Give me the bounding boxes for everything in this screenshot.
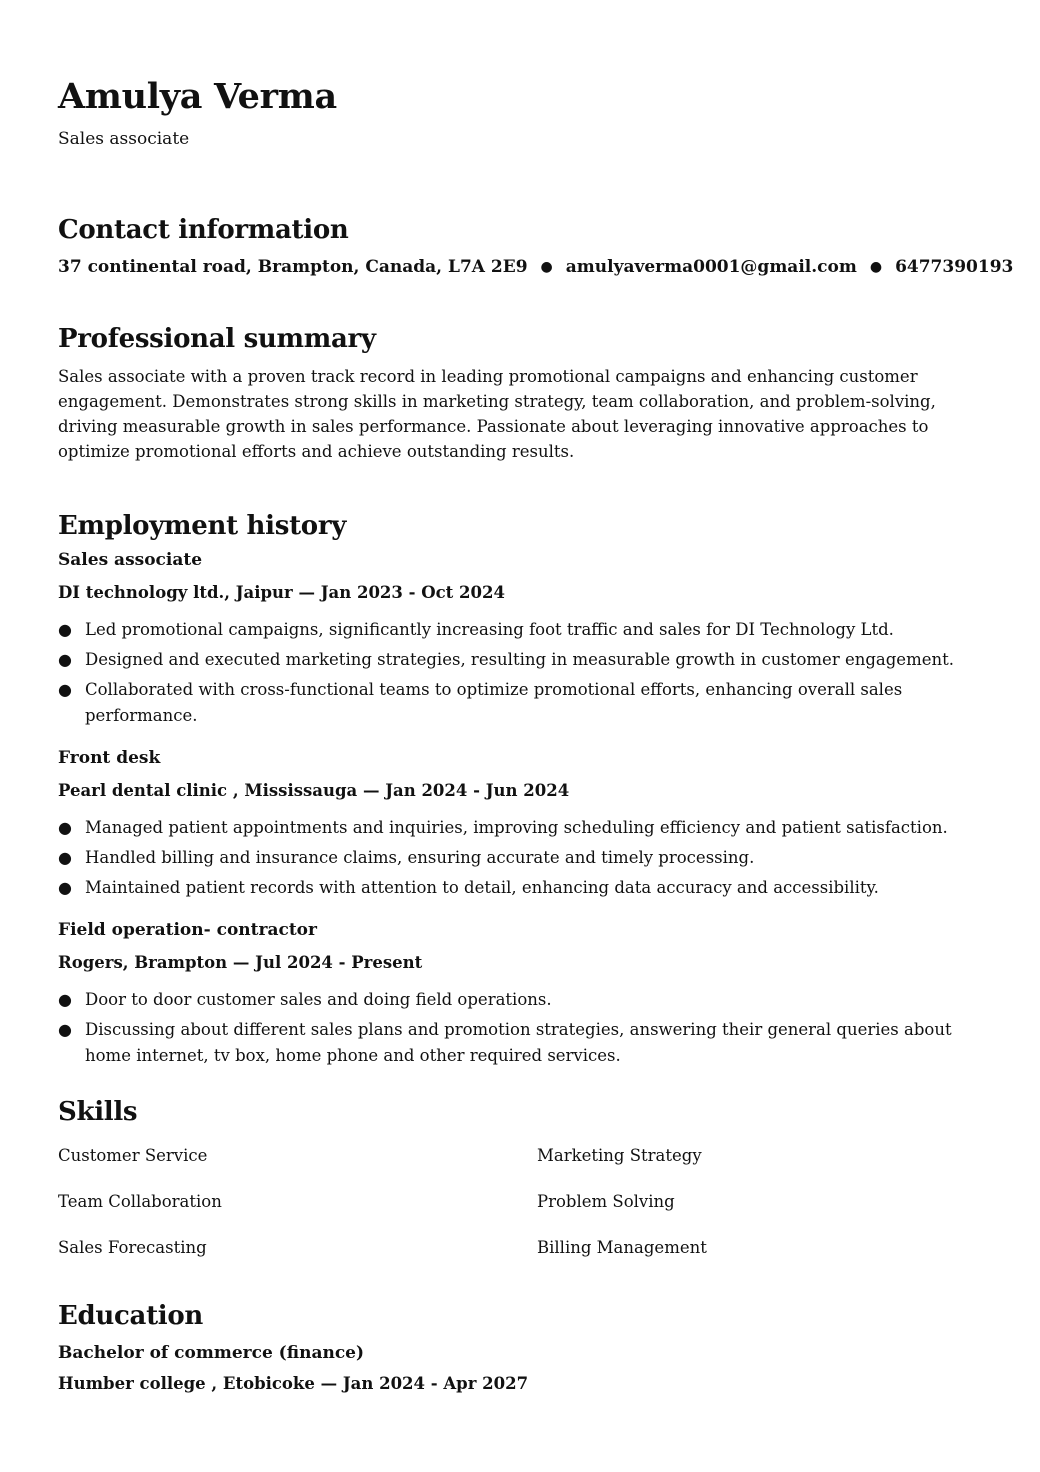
bullet-text: Designed and executed marketing strategies, resulting in measurable growth in customer engagement. [85, 650, 954, 669]
employment-section [58, 511, 988, 1073]
skill-item: Billing Management [537, 1238, 707, 1257]
bullet-icon: ● [58, 878, 72, 897]
list-item [58, 617, 988, 643]
separator-dot-icon: ● [540, 259, 553, 275]
bullet-text: Collaborated with cross-functional teams to optimize promotional efforts, enhancing overall sales performance. [85, 680, 903, 725]
education-section [58, 1301, 988, 1393]
list-item [58, 1017, 988, 1069]
bullet-text: Led promotional campaigns, significantly increasing foot traffic and sales for DI Technology Ltd. [85, 620, 894, 639]
contact-section [58, 215, 1014, 277]
skill-item: Team Collaboration [58, 1192, 222, 1211]
bullet-icon: ● [58, 818, 72, 837]
skill-item: Customer Service [58, 1146, 208, 1165]
job-title: Field operation- contractor [58, 920, 317, 940]
summary-section [58, 324, 988, 464]
skill-item: Sales Forecasting [58, 1238, 207, 1257]
job-bullets [58, 987, 988, 1069]
skill-item: Marketing Strategy [537, 1146, 702, 1165]
list-item [58, 677, 988, 729]
bullet-icon: ● [58, 620, 72, 639]
job-meta: Pearl dental clinic , Mississauga — Jan 2024 - Jun 2024 [58, 781, 570, 800]
job-title: Front desk [58, 748, 161, 768]
candidate-role: Sales associate [58, 129, 190, 149]
job-bullets [58, 617, 988, 729]
list-item [58, 647, 988, 673]
bullet-text: Handled billing and insurance claims, ensuring accurate and timely processing. [85, 848, 755, 867]
education-heading: Education [58, 1301, 204, 1331]
education-meta: Humber college , Etobicoke — Jan 2024 - Apr 2027 [58, 1374, 529, 1393]
bullet-text: Managed patient appointments and inquiries, improving scheduling efficiency and patient satisfaction. [85, 818, 948, 837]
contact-address: 37 continental road, Brampton, Canada, L7A 2E9 [58, 257, 528, 277]
summary-heading: Professional summary [58, 324, 376, 354]
list-item [58, 815, 988, 841]
job-meta: DI technology ltd., Jaipur — Jan 2023 - Oct 2024 [58, 583, 505, 602]
list-item [58, 875, 988, 901]
job-title: Sales associate [58, 550, 203, 570]
bullet-icon: ● [58, 680, 72, 699]
summary-text: Sales associate with a proven track record in leading promotional campaigns and enhancing customer engagement. Demonstrates strong skills in marketing strategy, team collaboration, and problem-solving, driving measurable growth in sales performance. Passionate about leveraging innovative approaches to optimize promotional efforts and achieve outstanding results. [58, 367, 936, 461]
bullet-text: Maintained patient records with attention to detail, enhancing data accuracy and accessibility. [85, 878, 879, 897]
bullet-text: Discussing about different sales plans and promotion strategies, answering their general queries about home internet, tv box, home phone and other required services. [85, 1020, 952, 1065]
bullet-icon: ● [58, 990, 72, 1009]
candidate-name: Amulya Verma [58, 76, 337, 117]
bullet-text: Door to door customer sales and doing field operations. [85, 990, 552, 1009]
contact-heading: Contact information [58, 215, 349, 245]
contact-email: amulyaverma0001@gmail.com [565, 257, 857, 277]
list-item [58, 845, 988, 871]
skills-grid [58, 1145, 988, 1283]
list-item [58, 987, 988, 1013]
contact-phone: 6477390193 [895, 257, 1014, 277]
skills-heading: Skills [58, 1097, 138, 1127]
skill-item: Problem Solving [537, 1192, 675, 1211]
bullet-icon: ● [58, 650, 72, 669]
bullet-icon: ● [58, 848, 72, 867]
bullet-icon: ● [58, 1020, 72, 1039]
job-entry [58, 747, 988, 901]
separator-dot-icon: ● [869, 259, 883, 275]
education-degree: Bachelor of commerce (finance) [58, 1343, 365, 1363]
skills-section [58, 1097, 988, 1283]
contact-line [58, 257, 1014, 277]
job-entry [58, 549, 988, 729]
job-bullets [58, 815, 988, 901]
job-meta: Rogers, Brampton — Jul 2024 - Present [58, 953, 423, 972]
job-entry [58, 919, 988, 1069]
employment-heading: Employment history [58, 511, 347, 541]
